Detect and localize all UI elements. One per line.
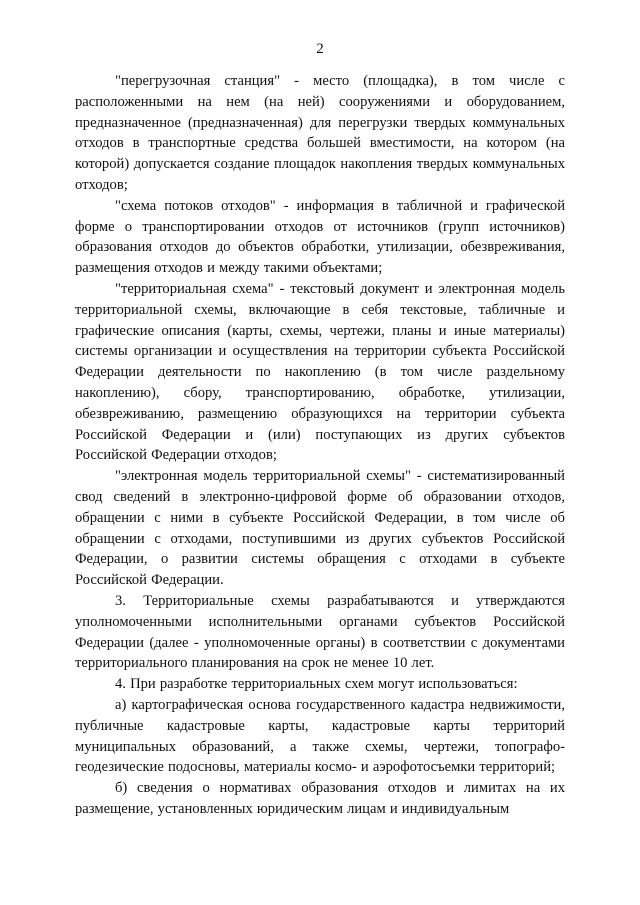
paragraph-electronic-model-definition: "электронная модель территориальной схемы" - систематизированный свод сведений в электронно-цифровой форме об образовании отходов, обращении с ними в субъекте Российской Федерации, в том числе об обращении с отходами, поступившими из других субъектов Российской Федерации, о развитии системы обращения с отходами в субъекте Российской Федерации. bbox=[75, 468, 565, 589]
paragraph-item-4: 4. При разработке территориальных схем могут использоваться: bbox=[115, 676, 518, 693]
paragraph-territorial-scheme-definition: "территориальная схема" - текстовый документ и электронная модель территориальной схемы, включающие в себя текстовые, табличные и графические описания (карты, схемы, чертежи, планы и иные материалы) системы организации и осуществления на территории субъекта Российской Федерации деятельности по накоплению (в том числе раздельному накоплению), сбору, транспортированию, обработке, утилизации, обезвреживанию, размещению образующихся на территории субъекта Российской Федерации и (или) поступающих из других субъектов Российской Федерации отходов; bbox=[75, 280, 565, 464]
paragraph-waste-flow-scheme-definition: "схема потоков отходов" - информация в табличной и графической форме о транспортировании отходов от источников (групп источников) образования отходов до объектов обработки, утилизации, обезвреживания, размещения отходов и между такими объектами; bbox=[75, 197, 565, 277]
document-body bbox=[75, 71, 565, 820]
page-number: 2 bbox=[316, 41, 324, 57]
paragraph-item-4b: б) сведения о нормативах образования отходов и лимитах на их размещение, установленных юридическим лицам и индивидуальным bbox=[75, 780, 565, 817]
paragraph-transfer-station-definition: "перегрузочная станция" - место (площадка), в том числе с расположенными на нем (на ней) сооружениями и оборудованием, предназначенное (предназначенная) для перегрузки твердых коммунальных отходов в транспортные средства большей вместимости, на котором (на которой) допускается создание площадок накопления твердых коммунальных отходов; bbox=[75, 73, 565, 193]
paragraph-item-4a: а) картографическая основа государственного кадастра недвижимости, публичные кадастровые карты, кадастровые карты территорий муниципальных образований, а также схемы, чертежи, топографо-геодезические подосновы, материалы космо- и аэрофотосъемки территорий; bbox=[75, 696, 565, 776]
paragraph-item-3: 3. Территориальные схемы разрабатываются и утверждаются уполномоченными исполнительными органами субъектов Российской Федерации (далее - уполномоченные органы) в соответствии с документами территориального планирования на срок не менее 10 лет. bbox=[75, 592, 565, 672]
